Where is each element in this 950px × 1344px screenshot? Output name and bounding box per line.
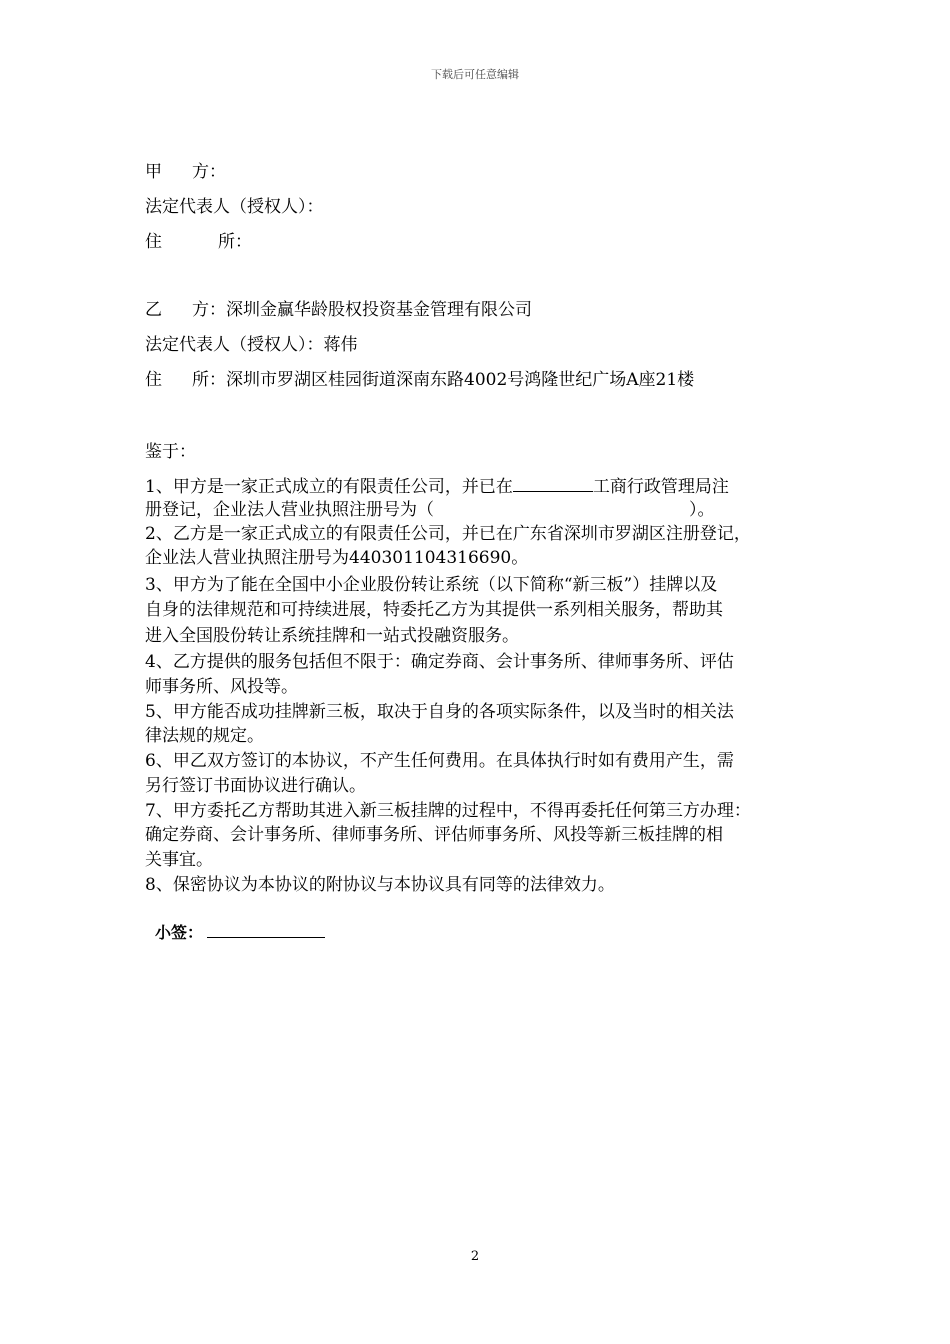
- clause-7-line-3: 关事宜。: [145, 850, 213, 870]
- party-a-address-line: [145, 230, 252, 254]
- clause-1-line-2: [145, 498, 715, 522]
- party-b-address-label-1: 住: [145, 370, 162, 390]
- party-b-label-2: 方：: [192, 300, 226, 320]
- clause-6-line-1: 6、甲乙双方签订的本协议，不产生任何费用。在具体执行时如有费用产生，需: [145, 751, 734, 771]
- clause-3-line-1: 3、甲方为了能在全国中小企业股份转让系统（以下简称“新三板”）挂牌以及: [145, 575, 718, 595]
- party-b-line: [145, 298, 532, 322]
- party-a-address-label-1: 住: [145, 232, 162, 252]
- clause-1-text-d: ）。: [689, 500, 715, 520]
- party-a-label-1: 甲: [145, 162, 162, 182]
- party-b-rep-label: 法定代表人（授权人）：: [145, 335, 324, 355]
- clause-7-line-1: 7、甲方委托乙方帮助其进入新三板挂牌的过程中，不得再委托任何第三方办理：: [145, 801, 751, 821]
- clause-1-text-b: 工商行政管理局注: [592, 477, 729, 497]
- party-b-address-label-2: 所：: [192, 370, 226, 390]
- party-b-value: 深圳金赢华龄股权投资基金管理有限公司: [226, 300, 532, 320]
- page-number: 2: [470, 1249, 480, 1264]
- clause-4-line-2: 师事务所、风投等。: [145, 677, 298, 697]
- clause-1-text-c: 册登记，企业法人营业执照注册号为（: [145, 500, 434, 520]
- clause-5-line-1: 5、甲方能否成功挂牌新三板，取决于自身的各项实际条件，以及当时的相关法: [145, 702, 734, 722]
- party-b-label-1: 乙: [145, 300, 162, 320]
- clause-2-line-1: 2、乙方是一家正式成立的有限责任公司，并已在广东省深圳市罗湖区注册登记，: [145, 524, 751, 544]
- party-b-address-line: [145, 368, 694, 392]
- signature-label: 小签：: [155, 923, 204, 942]
- clause-3-line-2: 自身的法律规范和可持续进展，特委托乙方为其提供一系列相关服务，帮助其: [145, 600, 723, 620]
- clause-4-line-1: 4、乙方提供的服务包括但不限于：确定券商、会计事务所、律师事务所、评估: [145, 652, 734, 672]
- whereas-title: 鉴于：: [145, 442, 196, 462]
- clause-2-line-2: 企业法人营业执照注册号为440301104316690。: [145, 548, 529, 568]
- party-a-address-label-2: 所：: [218, 232, 252, 252]
- clause-8-line-1: 8、保密协议为本协议的附协议与本协议具有同等的法律效力。: [145, 875, 615, 895]
- clause-1-text-a: 1、甲方是一家正式成立的有限责任公司，并已在: [145, 477, 513, 497]
- party-a-rep-line: [145, 195, 324, 219]
- clause-6-line-2: 另行签订书面协议进行确认。: [145, 776, 366, 796]
- party-b-rep-line: [145, 333, 358, 357]
- clause-5-line-2: 律法规的规定。: [145, 726, 264, 746]
- clause-1-line-1: [145, 474, 729, 499]
- registry-authority-blank[interactable]: [513, 474, 593, 492]
- signature-line[interactable]: [207, 921, 325, 938]
- page-header-note: 下载后可任意编辑: [431, 68, 519, 81]
- clause-3-line-3: 进入全国股份转让系统挂牌和一站式投融资服务。: [145, 626, 519, 646]
- party-a-label-2: 方：: [192, 162, 226, 182]
- party-a-line: [145, 160, 226, 184]
- party-b-rep-value: 蒋伟: [323, 335, 358, 355]
- party-a-rep-label: 法定代表人（授权人）：: [145, 197, 324, 217]
- party-b-address-value: 深圳市罗湖区桂园街道深南东路4002号鸿隆世纪广场A座21楼: [226, 370, 695, 390]
- clause-7-line-2: 确定券商、会计事务所、律师事务所、评估师事务所、风投等新三板挂牌的相: [145, 825, 723, 845]
- signature-block: [155, 920, 325, 943]
